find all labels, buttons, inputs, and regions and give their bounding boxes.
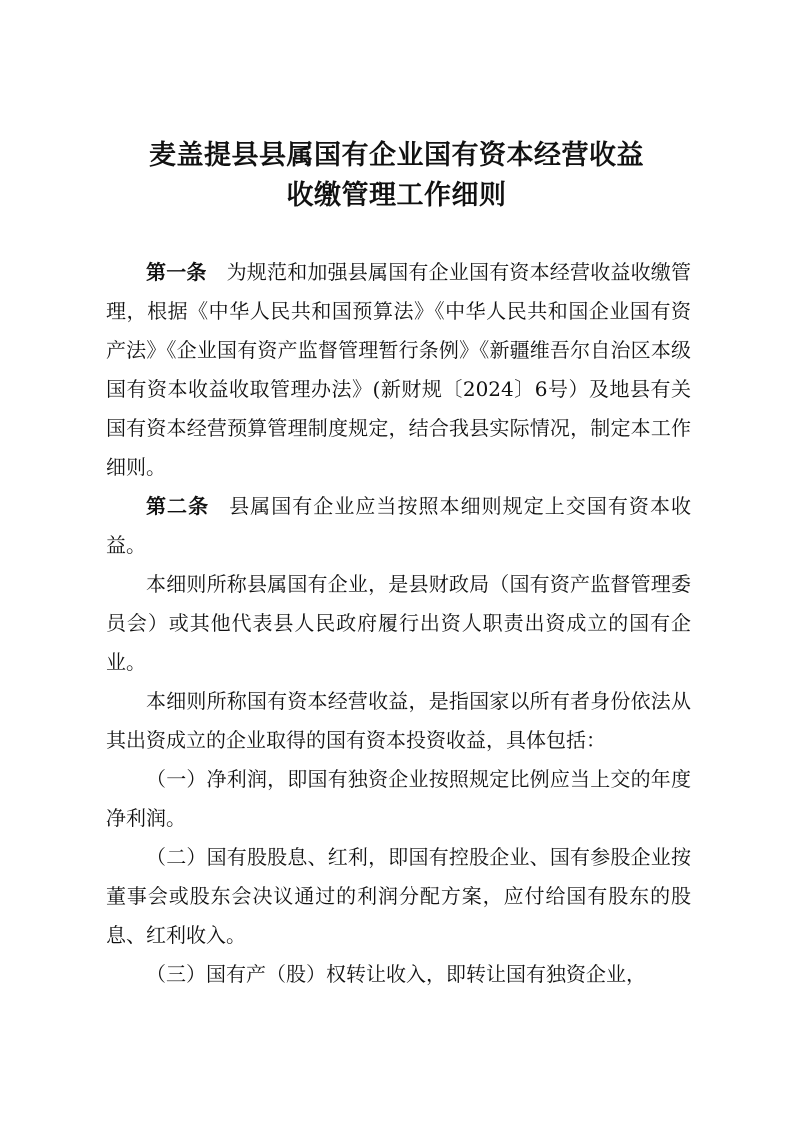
article-number: 第二条 xyxy=(146,494,210,518)
paragraph-text: 本细则所称县属国有企业，是县财政局（国有资产监督管理委员会）或其他代表县人民政府履行出资人职责出资成立的国有企业。 xyxy=(106,572,691,674)
paragraph-item-2 xyxy=(106,838,691,955)
paragraph-item-1 xyxy=(106,760,691,838)
paragraph-text: 本细则所称国有资本经营收益，是指国家以所有者身份依法从其出资成立的企业取得的国有资本投资收益，具体包括： xyxy=(106,689,691,752)
paragraph-article-2 xyxy=(106,487,691,565)
article-number: 第一条 xyxy=(146,260,207,284)
paragraph-article-1 xyxy=(106,253,691,487)
paragraph-definition-enterprise xyxy=(106,565,691,682)
paragraph-text: （三）国有产（股）权转让收入，即转让国有独资企业， xyxy=(146,962,646,986)
document-body xyxy=(106,253,691,994)
document-title-line-2: 收缴管理工作细则 xyxy=(286,180,507,211)
paragraph-definition-income xyxy=(106,682,691,760)
paragraph-item-3 xyxy=(106,955,691,994)
paragraph-text: 为规范和加强县属国有企业国有资本经营收益收缴管理，根据《中华人民共和国预算法》《中华人民共和国企业国有资产法》《企业国有资产监督管理暂行条例》《新疆维吾尔自治区本级国有资本收益收取管理办法》(新财规〔2024〕6号）及地县有关国有资本经营预算管理制度规定，结合我县实际情况，制定本工作细则。 xyxy=(106,260,692,479)
paragraph-text: 县属国有企业应当按照本细则规定上交国有资本收益。 xyxy=(106,494,691,557)
document-title-line-1: 麦盖提县县属国有企业国有资本经营收益 xyxy=(149,140,644,171)
paragraph-text: （二）国有股股息、红利，即国有控股企业、国有参股企业按董事会或股东会决议通过的利润分配方案，应付给国有股东的股息、红利收入。 xyxy=(106,845,691,947)
paragraph-text: （一）净利润，即国有独资企业按照规定比例应当上交的年度净利润。 xyxy=(106,767,691,830)
